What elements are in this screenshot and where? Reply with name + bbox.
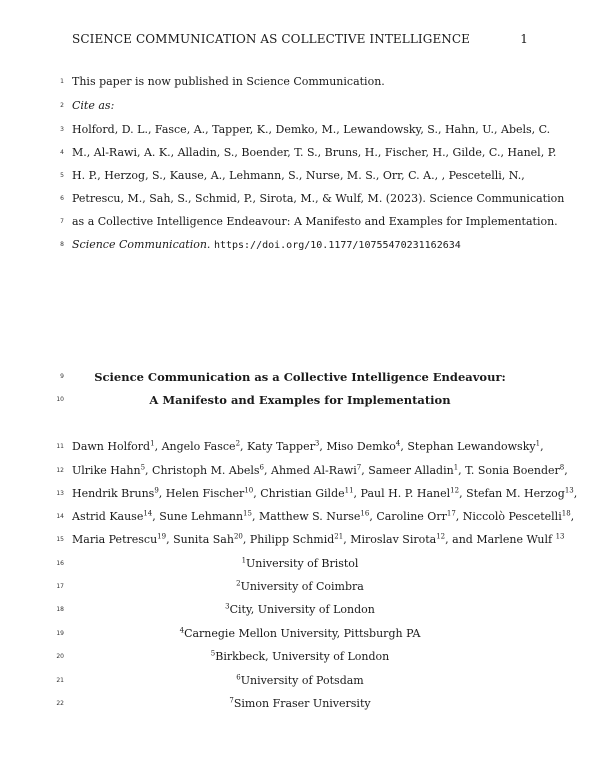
citation-text: as a Collective Intelligence Endeavour: A Manifesto and Examples for Implementation. [72,215,558,228]
author: Sameer Alladin$^1$ [368,463,459,477]
author: Philipp Schmid$^{21}$ [249,532,344,546]
line-number: 22 [56,700,64,707]
line-17 [0,577,600,597]
author: Marlene Wulf $^{13}$ [476,532,565,546]
author: Ulrike Hahn$^5$ [72,463,146,477]
author: Katy Tapper$^3$ [247,439,320,453]
affiliation: $^2$University of Coimbra [236,579,364,593]
line-4 [0,143,600,163]
author: Miso Demko$^4$ [326,439,401,453]
affiliation: $^6$University of Potsdam [236,673,364,687]
line-number: 13 [56,490,64,497]
author-list-line: Maria Petrescu$^{19}$, Sunita Sah$^{20}$, Philipp Schmid$^{21}$, Miroslav Sirota$^{12}$, and Marlene Wulf $^{13}$ [72,532,565,546]
line-number: 10 [56,396,64,403]
author: Hendrik Bruns$^9$ [72,486,159,500]
running-header [72,32,528,50]
line-number: 3 [60,126,64,133]
line-number: 16 [56,560,64,567]
line-3 [0,120,600,140]
line-number: 14 [56,513,64,520]
author-conjunction: and [452,533,473,546]
citation-text: Petrescu, M., Sah, S., Schmid, P., Sirota, M., & Wulf, M. (2023). Science Communication [72,192,565,205]
line-7 [0,212,600,232]
affiliation: $^3$City, University of London [225,602,375,616]
line-8 [0,235,600,255]
citation-text: M., Al-Rawi, A. K., Alladin, S., Boender, T. S., Bruns, H., Fischer, H., Gilde, C., Hanel, P. [72,146,557,159]
line-5 [0,166,600,186]
author: T. Sonia Boender$^8$ [465,463,565,477]
author: Caroline Orr$^{17}$ [376,509,456,523]
author: Maria Petrescu$^{19}$ [72,532,167,546]
author: Stephan Lewandowsky$^1$ [407,439,541,453]
author: Miroslav Sirota$^{12}$ [350,532,446,546]
line-number: 12 [56,467,64,474]
line-number: 19 [56,630,64,637]
citation-text: Holford, D. L., Fasce, A., Tapper, K., Demko, M., Lewandowsky, S., Hahn, U., Abels, C. [72,123,551,136]
line-number: 1 [60,78,64,85]
affiliation: $^1$University of Bristol [241,556,359,570]
line-12 [0,461,600,481]
line-10 [0,390,600,410]
line-1 [0,72,600,92]
paper-subtitle: A Manifesto and Examples for Implementation [149,393,451,407]
line-number: 21 [56,677,64,684]
line-20 [0,647,600,667]
line-number: 8 [60,241,64,248]
line-14 [0,507,600,527]
line-number: 11 [56,443,64,450]
line-16 [0,554,600,574]
cite-as-label: Cite as: [72,99,115,112]
paper-title: Science Communication as a Collective Intelligence Endeavour: [94,370,506,384]
affiliation: $^7$Simon Fraser University [229,696,371,710]
line-number: 4 [60,149,64,156]
author: Matthew S. Nurse$^{16}$ [258,509,370,523]
author: Angelo Fasce$^2$ [161,439,241,453]
running-title: SCIENCE COMMUNICATION AS COLLECTIVE INTELLIGENCE [72,32,471,46]
line-number: 6 [60,195,64,202]
line-number: 9 [60,373,64,380]
citation-journal-line [72,235,542,256]
line-6 [0,189,600,209]
line-2 [0,96,600,116]
author: Sunita Sah$^{20}$ [173,532,243,546]
line-number: 17 [56,583,64,590]
citation-text: H. P., Herzog, S., Kause, A., Lehmann, S., Nurse, M. S., Orr, C. A., , Pescetelli, N., [72,169,525,182]
line-number: 5 [60,172,64,179]
author-list-line: Hendrik Bruns$^9$, Helen Fischer$^{10}$, Christian Gilde$^{11}$, Paul H. P. Hanel$^{12}$, Stefan M. Herzog$^{13}$, [72,486,578,500]
line-21 [0,671,600,691]
line-13 [0,484,600,504]
author-list-line: Ulrike Hahn$^5$, Christoph M. Abels$^6$, Ahmed Al-Rawi$^7$, Sameer Alladin$^1$, T. Sonia Boender$^8$, [72,463,568,477]
journal-name: Science Communication. [72,238,211,251]
line-number: 2 [60,102,64,109]
author-list-line: Dawn Holford$^1$, Angelo Fasce$^2$, Katy Tapper$^3$, Miso Demko$^4$, Stephan Lewandowsky$^1$, [72,439,544,453]
author: Astrid Kause$^{14}$ [72,509,153,523]
line-number: 20 [56,653,64,660]
author: Ahmed Al-Rawi$^7$ [271,463,362,477]
line-11 [0,437,600,457]
author: Christoph M. Abels$^6$ [152,463,265,477]
line-22 [0,694,600,714]
page-number: 1 [520,32,528,46]
author-list-line: Astrid Kause$^{14}$, Sune Lehmann$^{15}$, Matthew S. Nurse$^{16}$, Caroline Orr$^{17}$, Niccolò Pescetelli$^{18}$, [72,509,575,523]
affiliation: $^5$Birkbeck, University of London [210,649,390,663]
line-number: 15 [56,536,64,543]
author: Sune Lehmann$^{15}$ [159,509,252,523]
author: Helen Fischer$^{10}$ [165,486,254,500]
line-18 [0,600,600,620]
author: Christian Gilde$^{11}$ [260,486,354,500]
doi-link[interactable]: https://doi.org/10.1177/10755470231162634 [213,240,461,251]
author: Niccolò Pescetelli$^{18}$ [462,509,571,523]
line-15 [0,530,600,550]
author: Dawn Holford$^1$ [72,439,155,453]
author: Paul H. P. Hanel$^{12}$ [360,486,460,500]
publication-note: This paper is now published in Science Communication. [72,75,385,88]
line-number: 18 [56,606,64,613]
affiliation: $^4$Carnegie Mellon University, Pittsburgh PA [179,626,421,640]
author: Stefan M. Herzog$^{13}$ [466,486,574,500]
line-number: 7 [60,218,64,225]
line-19 [0,624,600,644]
line-9 [0,367,600,387]
